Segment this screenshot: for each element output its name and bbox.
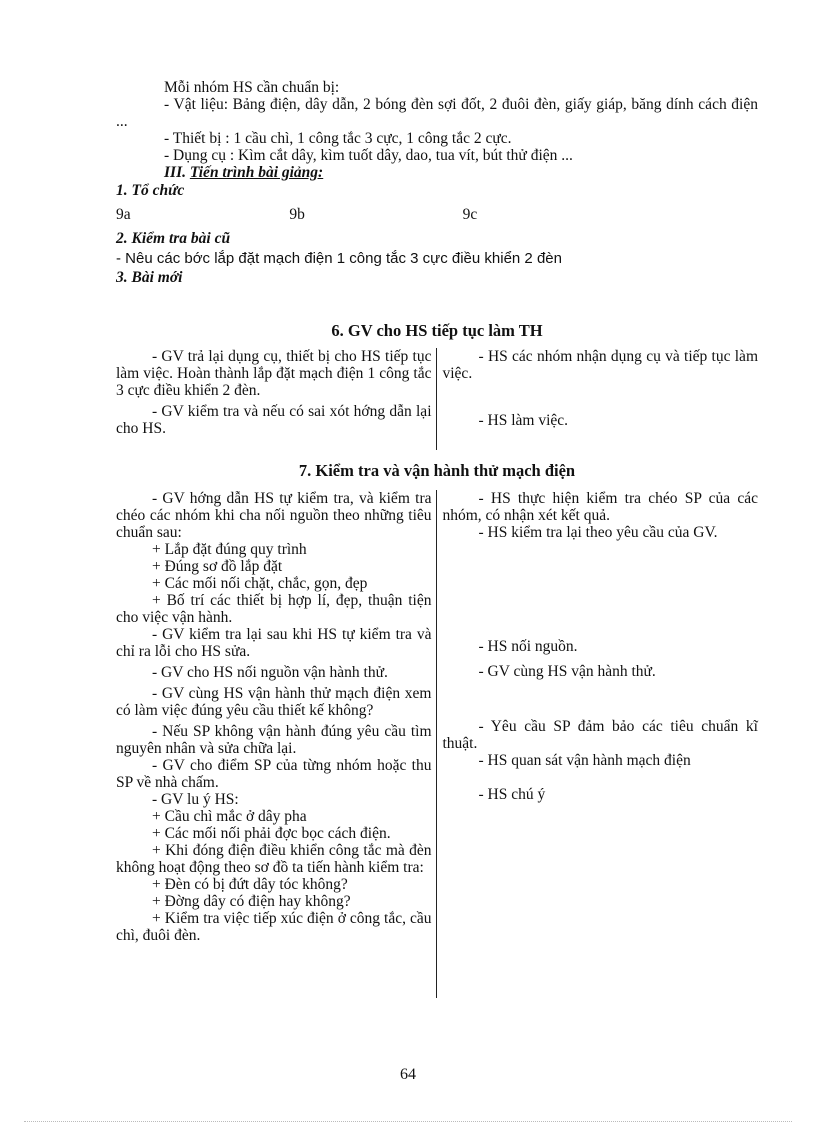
note-item: + Cầu chì mắc ở dây pha bbox=[152, 808, 307, 825]
materials-line: - Vật liệu: Bảng điện, dây dẫn, 2 bóng đèn sợi đốt, 2 đuôi đèn, giấy giáp, băng dính cách điện ... bbox=[116, 96, 758, 130]
student-connect: - HS nối nguồn. bbox=[478, 638, 578, 655]
section6-teacher-item: - GV kiểm tra và nếu có sai xót hớng dẫn lại cho HS. bbox=[116, 403, 432, 437]
section7-table bbox=[116, 490, 758, 998]
page-number: 64 bbox=[400, 1066, 416, 1083]
teacher-fix: - Nếu SP không vận hành đúng yêu cầu tìm nguyên nhân và sửa chữa lại. bbox=[116, 723, 432, 757]
teacher-operate: - GV cùng HS vận hành thử mạch điện xem có làm việc đúng yêu cầu thiết kế không? bbox=[116, 685, 432, 719]
section7-student-column bbox=[436, 490, 759, 998]
section7-title: 7. Kiểm tra và vận hành thử mạch điện bbox=[298, 461, 576, 480]
student-recheck: - HS kiểm tra lại theo yêu cầu của GV. bbox=[478, 524, 718, 541]
teacher-guide: - GV hớng dẫn HS tự kiểm tra, và kiểm tra chéo các nhóm khi cha nối nguồn theo những tiêu chuẩn sau: bbox=[116, 490, 432, 541]
student-standard: - Yêu cầu SP đảm bảo các tiêu chuẩn kĩ thuật. bbox=[442, 718, 758, 752]
note-item: + Đèn có bị đứt dây tóc không? bbox=[152, 876, 348, 893]
criteria-item: + Các mối nối chặt, chắc, gọn, đẹp bbox=[152, 575, 368, 592]
note-item: + Đờng dây có điện hay không? bbox=[152, 893, 351, 910]
prep-heading: Mỗi nhóm HS cần chuẩn bị: bbox=[164, 79, 340, 96]
class-9c: 9c bbox=[462, 206, 478, 223]
teacher-note: - GV lu ý HS: bbox=[152, 791, 239, 808]
lesson-intro bbox=[116, 79, 758, 286]
section6-student-item: - HS làm việc. bbox=[478, 412, 569, 429]
devices-line: - Thiết bị : 1 cầu chì, 1 công tắc 3 cực, 1 công tắc 2 cực. bbox=[164, 130, 512, 147]
class-list bbox=[116, 206, 636, 223]
new-lesson-heading: 3. Bài mới bbox=[116, 269, 183, 286]
student-cross-check: - HS thực hiện kiểm tra chéo SP của các nhóm, có nhận xét kết quả. bbox=[442, 490, 758, 524]
criteria-item: + Lắp đặt đúng quy trình bbox=[152, 541, 307, 558]
section6-table bbox=[116, 348, 758, 450]
class-9a: 9a bbox=[116, 206, 131, 223]
section6-student-item: - HS các nhóm nhận dụng cụ và tiếp tục làm việc. bbox=[442, 348, 758, 382]
criteria-item: + Bố trí các thiết bị hợp lí, đẹp, thuận tiện cho việc vận hành. bbox=[116, 592, 432, 626]
teacher-connect: - GV cho HS nối nguồn vận hành thử. bbox=[152, 664, 388, 681]
section3-heading bbox=[116, 164, 758, 181]
check-heading: 2. Kiểm tra bài cũ bbox=[116, 230, 231, 247]
page-bottom-rule bbox=[24, 1121, 792, 1122]
student-attention: - HS chú ý bbox=[478, 786, 546, 803]
tools-line: - Dụng cụ : Kìm cắt dây, kìm tuốt dây, dao, tua vít, bút thử điện ... bbox=[164, 147, 573, 164]
check-question: - Nêu các bớc lắp đặt mạch điện 1 công tắc 3 cực điều khiển 2 đèn bbox=[116, 250, 562, 267]
section3-title: Tiến trình bài giảng: bbox=[189, 164, 324, 181]
section6-student-column bbox=[436, 348, 759, 450]
note-item: + Các mối nối phải đợc bọc cách điện. bbox=[152, 825, 391, 842]
teacher-grade: - GV cho điểm SP của từng nhóm hoặc thu SP về nhà chấm. bbox=[116, 757, 432, 791]
class-9b: 9b bbox=[289, 206, 305, 223]
student-operate: - GV cùng HS vận hành thử. bbox=[478, 663, 656, 680]
org-heading: 1. Tổ chức bbox=[116, 182, 185, 199]
section6-teacher-item: - GV trả lại dụng cụ, thiết bị cho HS tiếp tục làm việc. Hoàn thành lắp đặt mạch điện 1 công tắc 3 cực điều khiển 2 đèn. bbox=[116, 348, 432, 399]
note-item: + Kiểm tra việc tiếp xúc điện ở công tắc, cầu chì, đuôi đèn. bbox=[116, 910, 432, 944]
section7-teacher-column bbox=[116, 490, 436, 998]
criteria-item: + Đúng sơ đồ lắp đặt bbox=[152, 558, 283, 575]
section6-teacher-column bbox=[116, 348, 436, 450]
teacher-recheck: - GV kiểm tra lại sau khi HS tự kiểm tra và chỉ ra lỗi cho HS sửa. bbox=[116, 626, 432, 660]
student-observe: - HS quan sát vận hành mạch điện bbox=[478, 752, 691, 769]
note-item: + Khi đóng điện điều khiển công tắc mà đèn không hoạt động theo sơ đồ ta tiến hành kiểm tra: bbox=[116, 842, 432, 876]
section3-number: III. bbox=[164, 164, 186, 181]
section6-title: 6. GV cho HS tiếp tục làm TH bbox=[331, 321, 543, 340]
